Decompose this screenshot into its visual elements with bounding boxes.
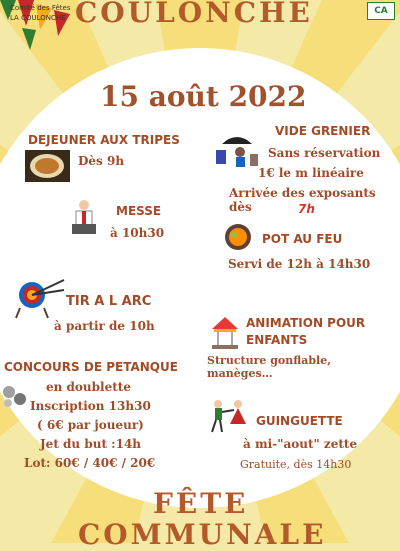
- event-petanque-line-3: ( 6€ par joueur): [37, 418, 144, 432]
- event-date: 15 août 2022: [100, 80, 307, 113]
- event-title-animation: [246, 315, 371, 349]
- event-title-pot-au-feu: POT AU FEU: [262, 232, 343, 246]
- petanque-balls-icon: [2, 384, 28, 408]
- event-guinguette-line-2: Gratuite, dès 14h30: [240, 458, 352, 471]
- event-tir-arc-line-1: à partir de 10h: [54, 319, 155, 333]
- bank-logo: [367, 2, 395, 20]
- event-title-guinguette: GUINGUETTE: [256, 414, 343, 428]
- tripes-dish-icon: [25, 150, 70, 182]
- pot-au-feu-icon: [224, 223, 252, 251]
- event-guinguette-line-1: à mi-"aout" zette: [243, 437, 358, 451]
- vide-grenier-icon: [212, 130, 262, 168]
- bank-logo-text: CA: [374, 6, 388, 16]
- event-pot-au-feu-line-1: Servi de 12h à 14h30: [228, 257, 371, 271]
- archery-target-icon: [12, 270, 67, 320]
- village-title: COULONCHE: [75, 0, 313, 29]
- event-petanque-line-2: Inscription 13h30: [30, 399, 151, 413]
- footer-fete: FÊTE: [153, 487, 249, 520]
- event-title-messe: MESSE: [116, 204, 162, 218]
- carousel-icon: [210, 315, 240, 350]
- dancers-icon: [206, 398, 250, 434]
- footer-communale: COMMUNALE: [78, 518, 327, 551]
- event-title-vide-grenier: VIDE GRENIER: [275, 124, 371, 138]
- event-vide-grenier-line-4: 7h: [298, 202, 315, 216]
- committee-text-1: Comité des Fêtes: [10, 4, 71, 12]
- event-vide-grenier-line-2: 1€ le m linéaire: [258, 166, 364, 180]
- event-messe-line-1: à 10h30: [110, 226, 165, 240]
- event-vide-grenier-line-3: Arrivée des exposants dès: [229, 186, 376, 214]
- event-vide-grenier-line-1: Sans réservation: [268, 146, 381, 160]
- event-animation-line-1: Structure gonflable, manèges…: [207, 354, 332, 380]
- event-title-animation-text: ANIMATION POUR ENFANTS: [246, 316, 366, 347]
- event-title-petanque: CONCOURS DE PETANQUE: [4, 360, 178, 374]
- priest-icon: [68, 198, 100, 238]
- event-petanque-line-4: Jet du but :14h: [40, 437, 142, 451]
- committee-text-2: LA COULONCHE: [10, 14, 66, 22]
- event-tripes-line-1: Dès 9h: [78, 154, 125, 168]
- event-petanque-line-5: Lot: 60€ / 40€ / 20€: [24, 456, 156, 470]
- event-title-tripes: DEJEUNER AUX TRIPES: [28, 133, 180, 147]
- event-petanque-line-1: en doublette: [46, 380, 131, 394]
- event-title-tir-arc: TIR A L ARC: [66, 294, 152, 309]
